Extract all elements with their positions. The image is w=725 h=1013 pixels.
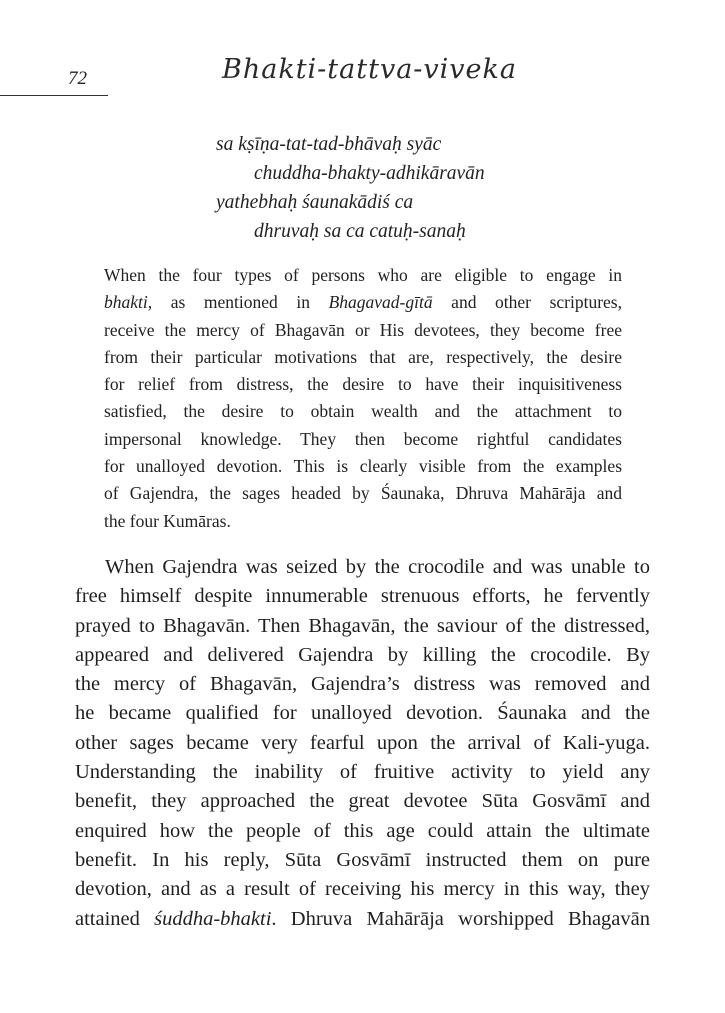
verse-line: chuddha-bhakty-adhikāravān (254, 163, 485, 184)
term-bhagavad-gita: Bhagavad-gītā (328, 292, 433, 313)
commentary-line: prayed to Bhagavān. Then Bhagavān, the saviour of the distressed, (75, 614, 650, 637)
term-bhakti: bhakti (104, 292, 148, 313)
translation-line: satisfied, the desire to obtain wealth and the attachment to (104, 401, 622, 422)
text-run: . Dhruva Mahārāja worshipped Bhagavān (271, 907, 650, 930)
text-run: attained (75, 907, 155, 930)
commentary-paragraph (75, 553, 650, 934)
translation-line: impersonal knowledge. They then become rightful candidates (104, 428, 622, 449)
commentary-line: When Gajendra was seized by the crocodile and was unable to (105, 556, 650, 578)
commentary-line: he became qualified for unalloyed devotion. Śaunaka and the (75, 702, 650, 725)
text-run: and other scriptures, (432, 292, 622, 313)
commentary-line (75, 905, 650, 934)
commentary-line: other sages became very fearful upon the arrival of Kali-yuga. (75, 731, 650, 754)
translation-paragraph (104, 262, 622, 535)
commentary-line: appeared and delivered Gajendra by killing the crocodile. By (75, 643, 650, 666)
commentary-line: devotion, and as a result of receiving his mercy in this way, they (75, 878, 650, 901)
page-number: 72 (68, 68, 87, 89)
translation-line: receive the mercy of Bhagavān or His devotees, they become free (104, 319, 622, 340)
commentary-line: benefit. In his reply, Sūta Gosvāmī instructed them on pure (75, 848, 650, 871)
commentary-line: the mercy of Bhagavān, Gajendra’s distress was removed and (75, 673, 650, 696)
translation-line: of Gajendra, the sages headed by Śaunaka, Dhruva Mahārāja and (104, 483, 622, 504)
verse-block (216, 130, 485, 246)
translation-line: for unalloyed devotion. This is clearly visible from the examples (104, 456, 622, 477)
verse-line: sa kṣīṇa-tat-tad-bhāvaḥ syāc (216, 134, 442, 155)
verse-line: yathebhaḥ śaunakādiś ca (216, 192, 414, 213)
header-rule (0, 95, 108, 96)
running-title: Bhakti-tattva-viveka (222, 54, 517, 85)
commentary-line: free himself despite innumerable strenuous efforts, he fervently (75, 585, 650, 608)
commentary-line: Understanding the inability of fruitive activity to yield any (75, 761, 650, 784)
text-run: , as mentioned in (147, 292, 329, 313)
translation-line: from their particular motivations that are, respectively, the desire (104, 346, 622, 367)
commentary-line: enquired how the people of this age could attain the ultimate (75, 819, 650, 842)
translation-line (104, 289, 622, 316)
translation-line: When the four types of persons who are eligible to engage in (104, 265, 622, 285)
page-header (0, 54, 725, 100)
translation-line: the four Kumāras. (104, 510, 231, 531)
commentary-line: benefit, they approached the great devotee Sūta Gosvāmī and (75, 790, 650, 813)
verse-line: dhruvaḥ sa ca catuḥ-sanaḥ (254, 221, 466, 242)
term-suddha-bhakti: śuddha-bhakti (154, 907, 272, 930)
translation-line: for relief from distress, the desire to have their inquisitiveness (104, 374, 622, 395)
